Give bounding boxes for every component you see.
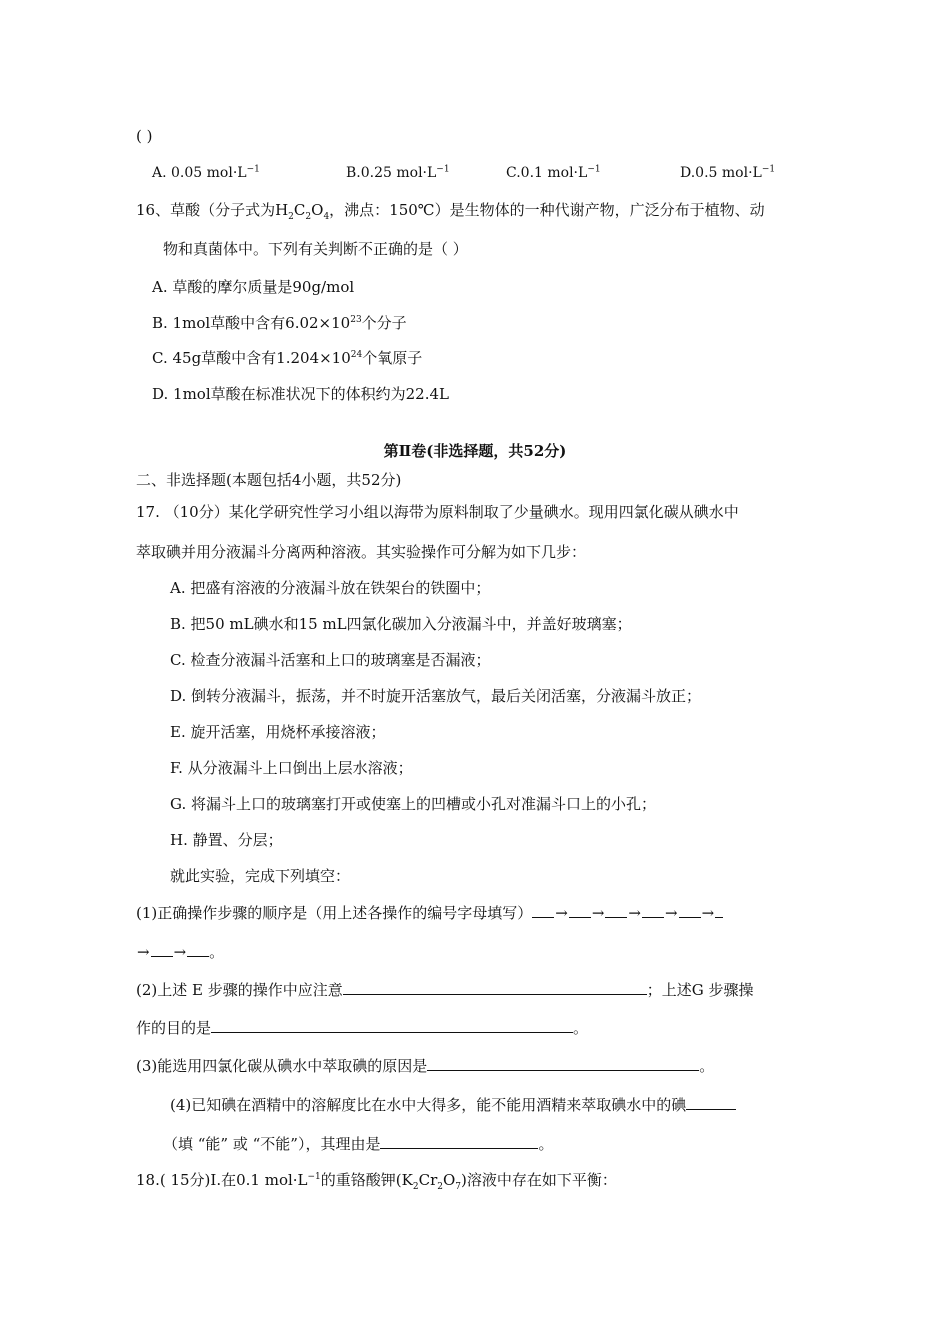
q16-stem-line1: 16、草酸（分子式为$H_2C_2O_4$，沸点：150℃）是生物体的一种代谢产物，广泛分布于植物、动 — [136, 201, 765, 222]
q17-step-a: A. 把盛有溶液的分液漏斗放在铁架台的铁圈中； — [170, 579, 491, 597]
q17-step-d: D. 倒转分液漏斗，振荡，并不时旋开活塞放气，最后关闭活塞，分液漏斗放正； — [170, 687, 702, 705]
q16-option-b: B. 1mol草酸中含有$6.02\times 10^{23}$个分子 — [152, 314, 407, 332]
section2-subtitle: 二、非选择题(本题包括4小题，共52分) — [136, 471, 402, 489]
q17-part1: (1)正确操作步骤的顺序是（用上述各操作的编号字母填写） → → → → → — [136, 903, 723, 923]
q17-part2-cont: 作的目的是 。 — [136, 1019, 589, 1037]
q17-part2: (2)上述 E 步骤的操作中应注意 ；上述G 步骤操 — [136, 981, 754, 999]
q15-option-b: B.0.25 $mol\cdot L^{-1}$ — [346, 164, 450, 181]
q17-part3: (3)能选用四氯化碳从碘水中萃取碘的原因是 。 — [136, 1057, 715, 1075]
answer-blank[interactable] — [605, 903, 627, 918]
answer-blank[interactable] — [686, 1095, 736, 1110]
q17-step-h: H. 静置、分层； — [170, 831, 283, 849]
q17-part1-cont: → → 。 — [137, 943, 225, 961]
q17-part4-cont: （填 “能” 或 “不能”），其理由是 。 — [163, 1135, 554, 1153]
answer-blank[interactable] — [569, 903, 591, 918]
q17-step-b: B. 把50 mL碘水和15 mL四氯化碳加入分液漏斗中，并盖好玻璃塞； — [170, 615, 632, 633]
q15-option-a: A. 0.05 $mol\cdot L^{-1}$ — [152, 164, 260, 181]
q15-option-c: C.0.1 $mol\cdot L^{-1}$ — [506, 164, 601, 181]
q17-instruction: 就此实验，完成下列填空： — [170, 867, 351, 885]
q17-step-c: C. 检查分液漏斗活塞和上口的玻璃塞是否漏液； — [170, 651, 491, 669]
q18-stem: 18.( 15分)Ⅰ.在0.1 $mol\cdot L^{-1}$的重铬酸钾$(K_2Cr_2O_7)$溶液中存在如下平衡： — [136, 1171, 617, 1192]
q17-part4: (4)已知碘在酒精中的溶解度比在水中大得多，能不能用酒精来萃取碘水中的碘 — [170, 1095, 736, 1115]
q16-option-a: A. 草酸的摩尔质量是90g/mol — [152, 278, 355, 296]
answer-blank[interactable] — [343, 980, 647, 995]
answer-blank[interactable] — [187, 942, 209, 957]
answer-blank[interactable] — [679, 903, 701, 918]
answer-blank[interactable] — [151, 942, 173, 957]
q17-step-f: F. 从分液漏斗上口倒出上层水溶液； — [170, 759, 413, 777]
answer-parentheses: ( ) — [136, 127, 153, 145]
q16-option-d: D. 1mol草酸在标准状况下的体积约为22.4L — [152, 385, 449, 403]
answer-blank[interactable] — [715, 903, 723, 918]
answer-blank[interactable] — [427, 1056, 699, 1071]
q16-stem-line2: 物和真菌体中。下列有关判断不正确的是（ ） — [163, 240, 468, 258]
answer-blank[interactable] — [642, 903, 664, 918]
section2-title: 第Ⅱ卷(非选择题，共52分) — [383, 442, 567, 460]
q15-option-d: D.0.5 $mol\cdot L^{-1}$ — [680, 164, 776, 181]
q16-option-c: C. 45g草酸中含有$1.204\times 10^{24}$个氧原子 — [152, 349, 423, 367]
answer-blank[interactable] — [532, 903, 554, 918]
q17-step-g: G. 将漏斗上口的玻璃塞打开或使塞上的凹槽或小孔对准漏斗口上的小孔； — [170, 795, 656, 813]
q17-stem-line1: 17. （10分）某化学研究性学习小组以海带为原料制取了少量碘水。现用四氯化碳从碘水中 — [136, 503, 739, 521]
answer-blank[interactable] — [211, 1018, 573, 1033]
answer-blank[interactable] — [380, 1134, 538, 1149]
q17-stem-line2: 萃取碘并用分液漏斗分离两种溶液。其实验操作可分解为如下几步： — [136, 543, 587, 561]
q17-step-e: E. 旋开活塞，用烧杯承接溶液； — [170, 723, 386, 741]
